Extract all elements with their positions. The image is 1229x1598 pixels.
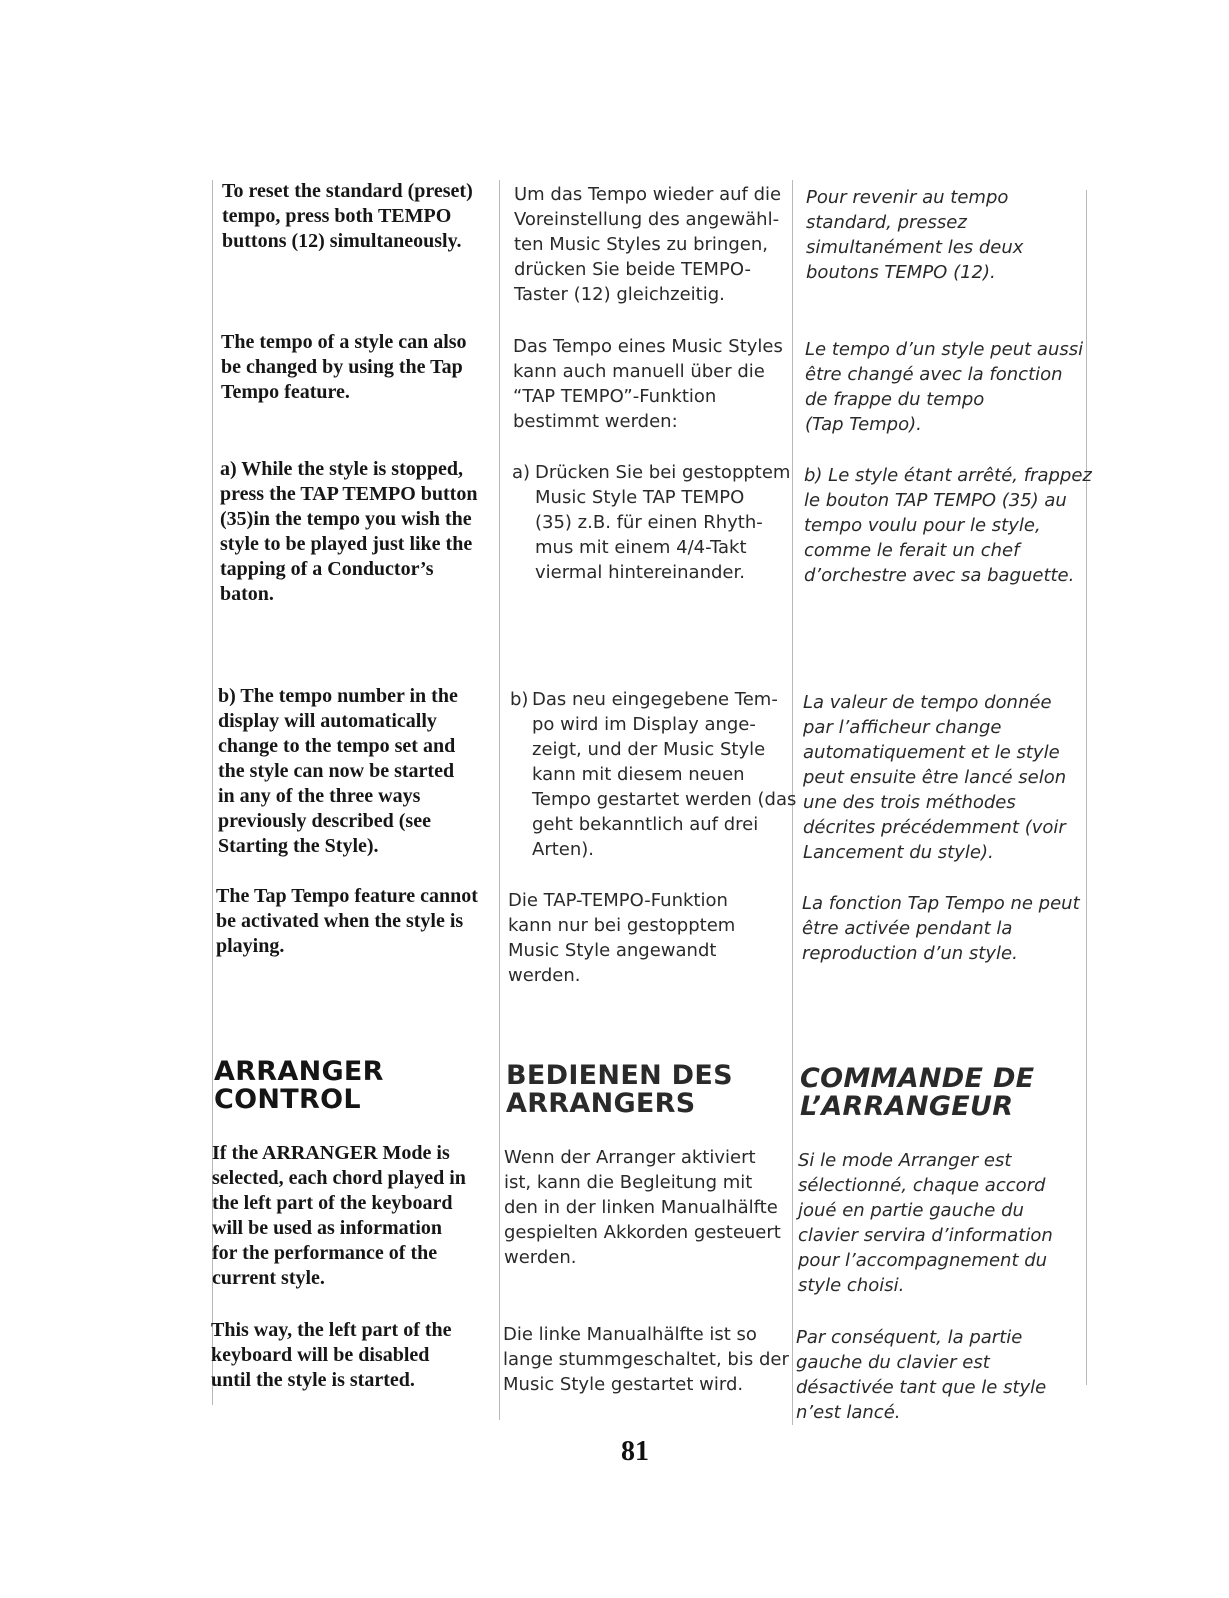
de-step-b-marker: b)	[510, 689, 529, 710]
fr-reset-tempo: Pour revenir au tempo standard, pressez simultanément les deux boutons TEMPO (12).	[806, 187, 1024, 283]
en-step-b: b) The tempo number in the display will automatically change to the tempo set and the style can now be started in any of the three ways previously described (see Starting the Style).	[218, 685, 458, 857]
de-step-b: Das neu eingegebene Tem- po wird im Display ange- zeigt, und der Music Style kann mit diesem neuen Tempo gestartet werden (das geht bekanntlich auf drei Arten).	[532, 689, 797, 860]
de-step-a: Drücken Sie bei gestopptem Music Style TAP TEMPO (35) z.B. für einen Rhyth- mus mit einem 4/4-Takt viermal hintereinander.	[535, 462, 791, 583]
en-tap-tempo-note: The Tap Tempo feature cannot be activated when the style is playing.	[216, 885, 478, 957]
heading-arranger-control-en: ARRANGER CONTROL	[214, 1056, 384, 1115]
de-tap-tempo-note: Die TAP-TEMPO-Funktion kann nur bei gestopptem Music Style angewandt werden.	[508, 890, 736, 986]
fr-tap-tempo-note: La fonction Tap Tempo ne peut être activée pendant la reproduction d’un style.	[802, 893, 1080, 964]
fr-tap-tempo-intro: Le tempo d’un style peut aussi être changé avec la fonction de frappe du tempo (Tap Tempo).	[805, 339, 1084, 435]
de-step-a-marker: a)	[512, 462, 531, 483]
en-arranger-mode: If the ARRANGER Mode is selected, each chord played in the left part of the keyboard will be used as information for the performance of the current style.	[212, 1142, 466, 1289]
en-left-part-disabled: This way, the left part of the keyboard will be disabled until the style is started.	[211, 1319, 452, 1391]
column-divider-right	[1086, 190, 1087, 1385]
en-reset-tempo: To reset the standard (preset) tempo, press both TEMPO buttons (12) simultaneously.	[222, 180, 473, 252]
page-number: 81	[621, 1436, 649, 1467]
de-tap-tempo-intro: Das Tempo eines Music Styles kann auch manuell über die “TAP TEMPO”-Funktion bestimmt werden:	[513, 336, 783, 432]
fr-step-a: b) Le style étant arrêté, frappez le bouton TAP TEMPO (35) au tempo voulu pour le style, comme le ferait un chef d’orchestre avec sa baguette.	[804, 465, 1092, 586]
fr-step-b: La valeur de tempo donnée par l’afficheur change automatiquement et le style peut ensuite être lancé selon une des trois méthodes décrites précédemment (voir Lancement du style).	[803, 692, 1067, 863]
heading-arranger-control-de: BEDIENEN DES ARRANGERS	[506, 1060, 733, 1119]
en-step-a: a) While the style is stopped, press the TAP TEMPO button (35)in the tempo you wish the style to be played just like the tapping of a Conductor’s baton.	[220, 458, 478, 605]
heading-arranger-control-fr: COMMANDE DE L’ARRANGEUR	[800, 1063, 1035, 1122]
de-left-part-disabled: Die linke Manualhälfte ist so lange stummgeschaltet, bis der Music Style gestartet wird.	[503, 1324, 789, 1395]
fr-arranger-mode: Si le mode Arranger est sélectionné, chaque accord joué en partie gauche du clavier servira d’information pour l’accompagnement du style choisi.	[798, 1150, 1053, 1296]
fr-left-part-disabled: Par conséquent, la partie gauche du clavier est désactivée tant que le style n’est lancé.	[796, 1327, 1047, 1423]
de-reset-tempo: Um das Tempo wieder auf die Voreinstellung des angewähl- ten Music Styles zu bringen, drücken Sie beide TEMPO- Taster (12) gleichzeitig.	[514, 184, 782, 305]
de-arranger-mode: Wenn der Arranger aktiviert ist, kann die Begleitung mit den in der linken Manualhälfte gespielten Akkorden gesteuert werden.	[504, 1147, 781, 1268]
en-tap-tempo-intro: The tempo of a style can also be changed by using the Tap Tempo feature.	[221, 331, 467, 403]
column-divider-middle-left	[499, 180, 500, 1420]
